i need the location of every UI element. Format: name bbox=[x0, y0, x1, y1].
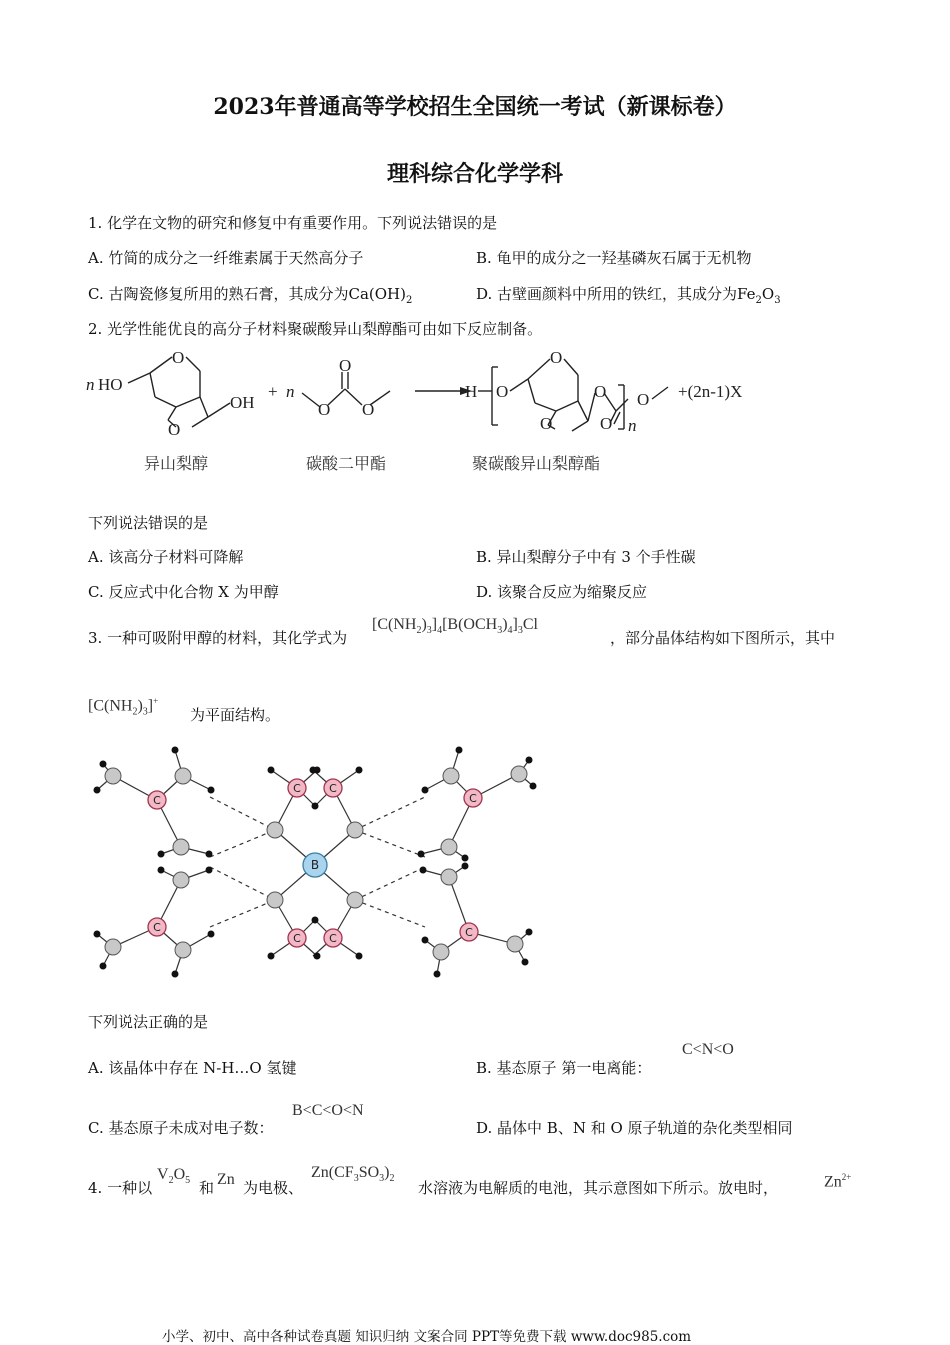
atom-c-label: C bbox=[293, 932, 301, 945]
q2-option-c: C. 反应式中化合物 X 为甲醇 bbox=[88, 583, 279, 601]
scheme-h: H bbox=[465, 382, 478, 401]
atom-c-label: C bbox=[293, 782, 301, 795]
q2-option-a: A. 该高分子材料可降解 bbox=[88, 548, 244, 566]
q3-stem-post: ，部分晶体结构如下图所示，其中 bbox=[610, 629, 836, 647]
q3-option-d: D. 晶体中 B、N 和 O 原子轨道的杂化类型相同 bbox=[476, 1119, 793, 1137]
q3-cation-formula: $[C(NH_2)_3]^+$ bbox=[88, 696, 159, 718]
q2-stem: 2. 光学性能优良的高分子材料聚碳酸异山梨醇酯可由如下反应制备。 bbox=[88, 320, 543, 338]
atom-c-label: C bbox=[329, 932, 337, 945]
scheme-o-poly6: O bbox=[637, 390, 650, 409]
page-subtitle: 理科综合化学学科 bbox=[386, 161, 563, 187]
atom-c-label: C bbox=[465, 926, 473, 939]
scheme-o-left: O bbox=[318, 400, 331, 419]
scheme-oh: OH bbox=[230, 393, 255, 412]
crystal-structure-diagram bbox=[85, 742, 555, 982]
q2-option-d: D. 该聚合反应为缩聚反应 bbox=[476, 583, 648, 601]
q4-zn-ion: $Zn^{2+}$ bbox=[824, 1172, 852, 1191]
q4-electrolyte: $Zn(CF_3SO_3)_2$ bbox=[311, 1164, 395, 1185]
q3-stem-pre: 3. 一种可吸附甲醇的材料，其化学式为 bbox=[88, 629, 348, 647]
scheme-o-right: O bbox=[362, 400, 375, 419]
scheme-plus: + bbox=[268, 382, 278, 401]
label-isosorbide: 异山梨醇 bbox=[144, 454, 209, 473]
scheme-n2: n bbox=[286, 382, 295, 401]
q3-option-b: B. 基态原子 第一电离能： bbox=[476, 1059, 652, 1077]
q3-option-a: A. 该晶体中存在 N-H…O 氢键 bbox=[88, 1059, 297, 1077]
scheme-ho: HO bbox=[98, 375, 123, 394]
q4-and: 和 bbox=[199, 1179, 215, 1197]
q1-option-a: A. 竹简的成分之一纤维素属于天然高分子 bbox=[88, 249, 364, 267]
q3-option-c: C. 基态原子未成对电子数： bbox=[88, 1119, 274, 1137]
q1-option-b: B. 龟甲的成分之一羟基磷灰石属于无机物 bbox=[476, 249, 752, 267]
label-dimethyl-carbonate: 碳酸二甲酯 bbox=[306, 454, 387, 473]
q1-option-d: D. 古壁画颜料中所用的铁红，其成分为$Fe_2O_3$ bbox=[476, 285, 781, 306]
scheme-o-poly2: O bbox=[550, 348, 563, 367]
atom-b-label: B bbox=[310, 858, 320, 872]
q4-post: 水溶液为电解质的电池，其示意图如下所示。放电时， bbox=[418, 1179, 779, 1197]
scheme-byproduct: +(2n-1)X bbox=[678, 382, 743, 401]
q2-option-b: B. 异山梨醇分子中有 3 个手性碳 bbox=[476, 548, 696, 566]
q4-mid: 为电极、 bbox=[243, 1179, 304, 1197]
label-polycarbonate: 聚碳酸异山梨醇酯 bbox=[472, 454, 601, 473]
scheme-o-bottom: O bbox=[168, 420, 181, 439]
footer-text: 小学、初中、高中各种试卷真题 知识归纳 文案合同 PPT等免费下载 www.doc985.com bbox=[162, 1329, 692, 1345]
q1-stem: 1. 化学在文物的研究和修复中有重要作用。下列说法错误的是 bbox=[88, 214, 498, 232]
q1-option-c: C. 古陶瓷修复所用的熟石膏，其成分为$Ca(OH)_2$ bbox=[88, 285, 413, 306]
q3-prompt: 下列说法正确的是 bbox=[88, 1013, 209, 1031]
scheme-o-top: O bbox=[172, 348, 185, 367]
scheme-o-carbonyl: O bbox=[339, 356, 352, 375]
q3-option-c-formula: B<C<O<N bbox=[292, 1102, 364, 1119]
scheme-n3: n bbox=[628, 416, 637, 435]
atom-c-label: C bbox=[153, 921, 161, 934]
scheme-n1: n bbox=[86, 375, 95, 394]
scheme-o-poly4: O bbox=[594, 382, 607, 401]
q4-v2o5: $V_2O_5$ bbox=[157, 1166, 191, 1187]
page-title: 2023年普通高等学校招生全国统一考试（新课标卷） bbox=[213, 94, 737, 120]
polymerization-scheme bbox=[80, 345, 780, 485]
scheme-o-poly3: O bbox=[540, 414, 553, 433]
q3-line2: 为平面结构。 bbox=[190, 706, 281, 724]
atom-c-label: C bbox=[153, 794, 161, 807]
q3-option-b-formula: C<N<O bbox=[682, 1041, 734, 1058]
scheme-o-poly5: O bbox=[600, 414, 613, 433]
q3-chemical-formula: $[C(NH_2)_3]_4[B(OCH_3)_4]_3Cl$ bbox=[372, 616, 538, 637]
q2-prompt: 下列说法错误的是 bbox=[88, 514, 209, 532]
q4-pre: 4. 一种以 bbox=[88, 1179, 153, 1197]
atom-c-label: C bbox=[329, 782, 337, 795]
scheme-o-poly1: O bbox=[496, 382, 509, 401]
q4-zn: Zn bbox=[217, 1171, 235, 1188]
atom-c-label: C bbox=[469, 792, 477, 805]
